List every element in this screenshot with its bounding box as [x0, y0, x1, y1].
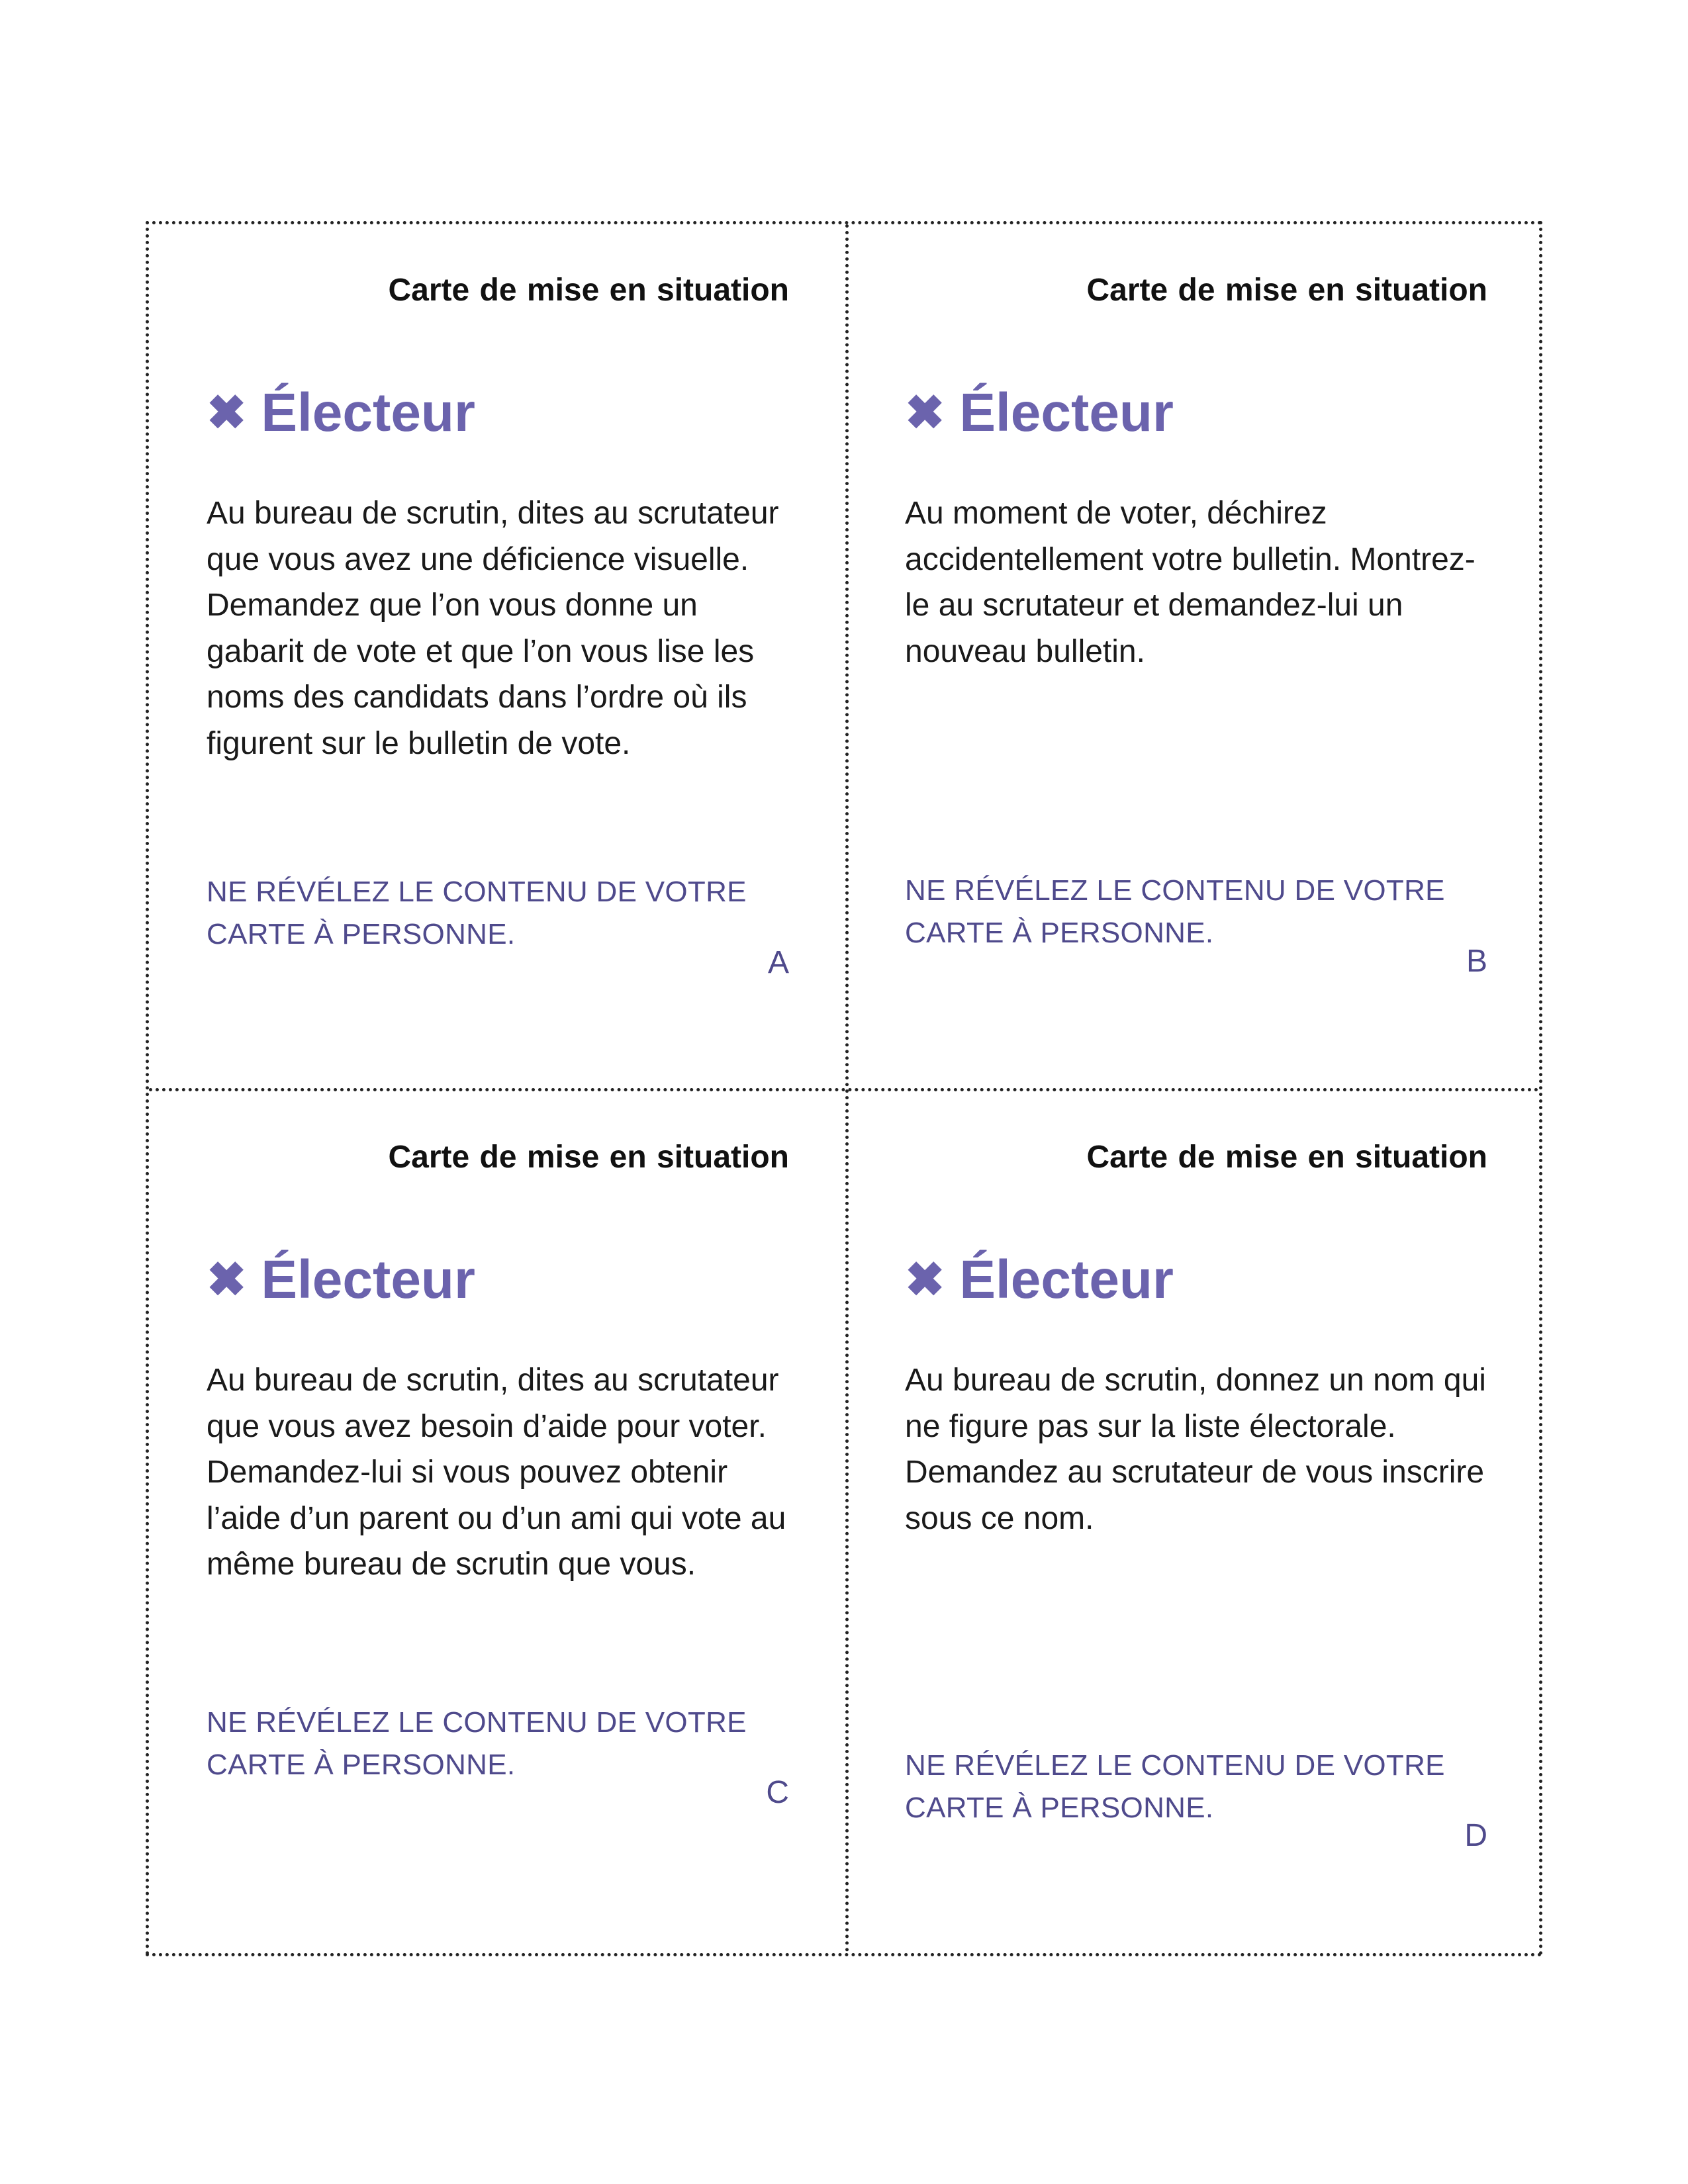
- card-header: Carte de mise en situation: [1086, 1140, 1487, 1175]
- x-mark-icon: ✖: [207, 387, 247, 439]
- role-title: [207, 383, 475, 443]
- card-header: Carte de mise en situation: [388, 273, 789, 308]
- confidentiality-warning: NE RÉVÉLEZ LE CONTENU DE VOTRE CARTE À PERSONNE.: [905, 1749, 1445, 1824]
- instruction-text: Au moment de voter, déchirez accidentellement votre bulletin. Montrez-le au scrutateur et demandez-lui un nouveau bulletin.: [905, 496, 1476, 669]
- card-letter: A: [767, 945, 789, 980]
- scenario-card-c: [207, 1139, 789, 1960]
- role-title: [905, 383, 1174, 443]
- role-title: [905, 1250, 1174, 1310]
- scenario-card-b: [905, 272, 1487, 1093]
- card-letter: C: [766, 1775, 789, 1810]
- card-letter: D: [1464, 1818, 1487, 1853]
- role-label: Électeur: [959, 383, 1174, 443]
- role-label: Électeur: [261, 1250, 475, 1310]
- x-mark-icon: ✖: [207, 1253, 247, 1306]
- x-mark-icon: ✖: [905, 1253, 945, 1306]
- x-mark-icon: ✖: [905, 387, 945, 439]
- card-header: Carte de mise en situation: [388, 1140, 789, 1175]
- confidentiality-warning: NE RÉVÉLEZ LE CONTENU DE VOTRE CARTE À PERSONNE.: [207, 1706, 747, 1781]
- role-label: Électeur: [959, 1250, 1174, 1310]
- instruction-text: Au bureau de scrutin, dites au scrutateur que vous avez une déficience visuelle. Demandez que l’on vous donne un gabarit de vote et que l’on vous lise les noms des candidats dans l’ordre où ils figurent sur le bulletin de vote.: [207, 496, 779, 761]
- role-label: Électeur: [261, 383, 475, 443]
- instruction-text: Au bureau de scrutin, donnez un nom qui ne figure pas sur la liste électorale. Demandez au scrutateur de vous inscrire sous ce nom.: [905, 1363, 1486, 1536]
- confidentiality-warning: NE RÉVÉLEZ LE CONTENU DE VOTRE CARTE À PERSONNE.: [905, 874, 1445, 949]
- card-letter: B: [1466, 944, 1487, 979]
- role-title: [207, 1250, 475, 1310]
- confidentiality-warning: NE RÉVÉLEZ LE CONTENU DE VOTRE CARTE À PERSONNE.: [207, 876, 747, 950]
- scenario-card-a: [207, 272, 789, 1093]
- card-sheet: [146, 221, 1542, 1956]
- scenario-card-d: [905, 1139, 1487, 1960]
- card-header: Carte de mise en situation: [1086, 273, 1487, 308]
- instruction-text: Au bureau de scrutin, dites au scrutateur que vous avez besoin d’aide pour voter. Demandez-lui si vous pouvez obtenir l’aide d’un parent ou d’un ami qui vote au même bureau de scrutin que vous.: [207, 1363, 786, 1582]
